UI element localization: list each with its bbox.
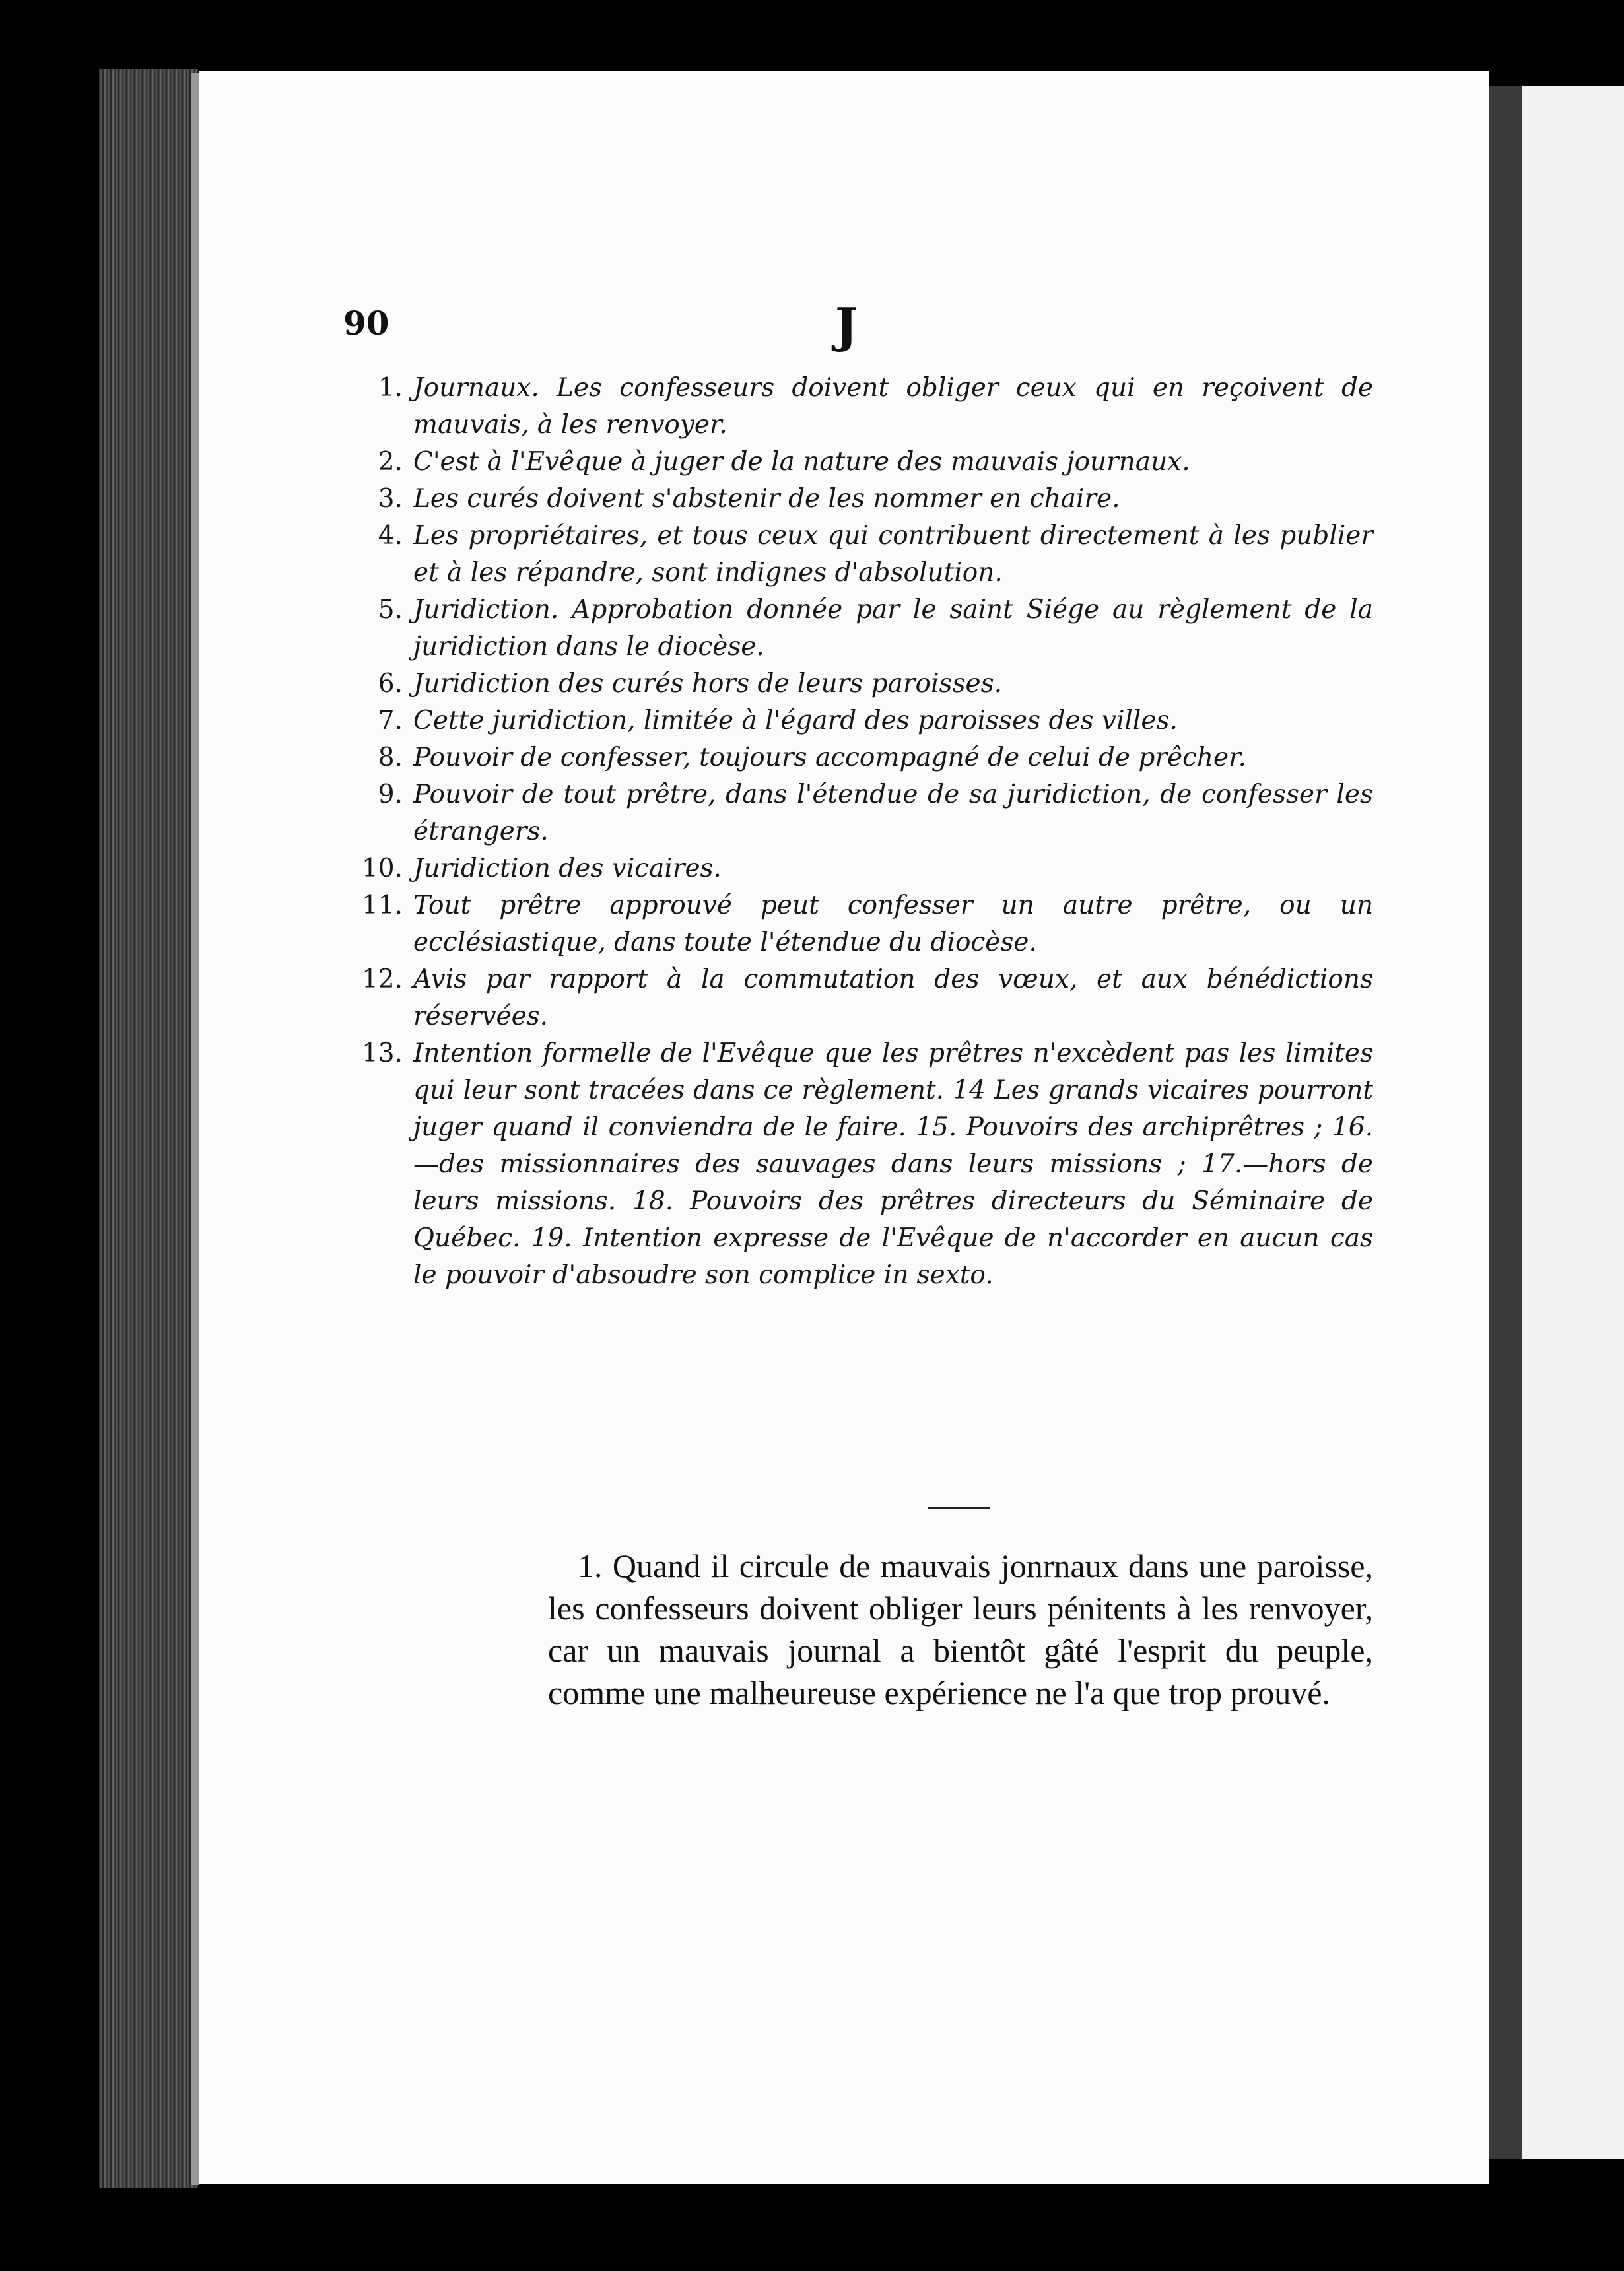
summary-item — [343, 739, 1373, 776]
item-text: Juridiction des vicaires. — [413, 854, 722, 883]
summary-list — [343, 370, 1373, 1294]
item-number: 10. — [361, 854, 403, 883]
summary-item — [343, 702, 1373, 739]
item-number: 8. — [378, 743, 403, 772]
summary-item — [343, 776, 1373, 850]
item-number: 6. — [378, 669, 403, 698]
book-spine — [99, 69, 198, 2188]
summary-item — [343, 665, 1373, 702]
section-divider — [928, 1507, 990, 1509]
adjacent-page-edge — [1522, 86, 1624, 2159]
item-text: Juridiction des curés hors de leurs paroisses. — [413, 669, 1002, 698]
summary-item — [343, 481, 1373, 518]
item-number: 13. — [361, 1038, 403, 1068]
summary-item — [343, 370, 1373, 444]
item-number: 4. — [378, 521, 403, 551]
summary-item — [343, 444, 1373, 481]
item-text: Les propriétaires, et tous ceux qui contribuent directement à les publier et à les répandre, sont indignes d'absolution. — [413, 521, 1373, 588]
item-text: Journaux. Les confesseurs doivent obliger ceux qui en reçoivent de mauvais, à les renvoyer. — [413, 373, 1373, 440]
item-text: Pouvoir de confesser, toujours accompagné de celui de prêcher. — [413, 743, 1246, 772]
page-header — [343, 297, 1373, 356]
item-text: Pouvoir de tout prêtre, dans l'étendue de sa juridiction, de confesser les étrangers. — [413, 780, 1373, 846]
item-number: 5. — [378, 595, 403, 625]
item-number: 7. — [378, 706, 403, 735]
summary-item — [343, 592, 1373, 665]
item-text: Intention formelle de l'Evêque que les prêtres n'excèdent pas les limites qui leur sont tracées dans ce règlement. 14 Les grands vicaires pourront juger quand il conviendra de le faire. 15. Pouvoirs des archiprêtres ; 16.—des missionnaires des sauvages dans leurs missions ; 17.—hors de leurs missions. 18. Pouvoirs des prêtres directeurs du Séminaire de Québec. 19. Intention expresse de l'Evêque de n'accorder en aucun cas le pouvoir d'absoudre son complice in sexto. — [413, 1038, 1373, 1290]
item-text: Avis par rapport à la commutation des vœux, et aux bénédictions réservées. — [413, 965, 1373, 1031]
item-text: C'est à l'Evêque à juger de la nature des mauvais journaux. — [413, 447, 1190, 477]
item-text: Tout prêtre approuvé peut confesser un autre prêtre, ou un ecclésiastique, dans toute l'étendue du diocèse. — [413, 891, 1373, 957]
summary-item — [343, 850, 1373, 887]
summary-item — [343, 961, 1373, 1035]
summary-item — [343, 1035, 1373, 1294]
item-text: Les curés doivent s'abstenir de les nommer en chaire. — [413, 484, 1120, 514]
item-number: 11. — [361, 891, 403, 920]
section-letter: J — [835, 297, 858, 353]
spine-edge — [191, 73, 199, 2185]
item-number: 3. — [378, 484, 403, 514]
gutter-shadow — [1489, 86, 1522, 2159]
summary-item — [343, 518, 1373, 592]
page-number: 90 — [343, 304, 389, 343]
item-text: Cette juridiction, limitée à l'égard des paroisses des villes. — [413, 706, 1178, 735]
item-number: 9. — [378, 780, 403, 809]
item-number: 1. — [378, 373, 403, 403]
item-text: Juridiction. Approbation donnée par le saint Siége au règlement de la juridiction dans le diocèse. — [413, 595, 1373, 661]
body-paragraph: 1. Quand il circule de mauvais jonrnaux dans une paroisse, les confesseurs doivent obliger leurs pénitents à les renvoyer, car un mauvais journal a bientôt gâté l'esprit du peuple, comme une malheureuse expérience ne l'a que trop prouvé. — [548, 1547, 1373, 1711]
item-number: 12. — [361, 965, 403, 994]
summary-item — [343, 887, 1373, 961]
item-number: 2. — [378, 447, 403, 477]
